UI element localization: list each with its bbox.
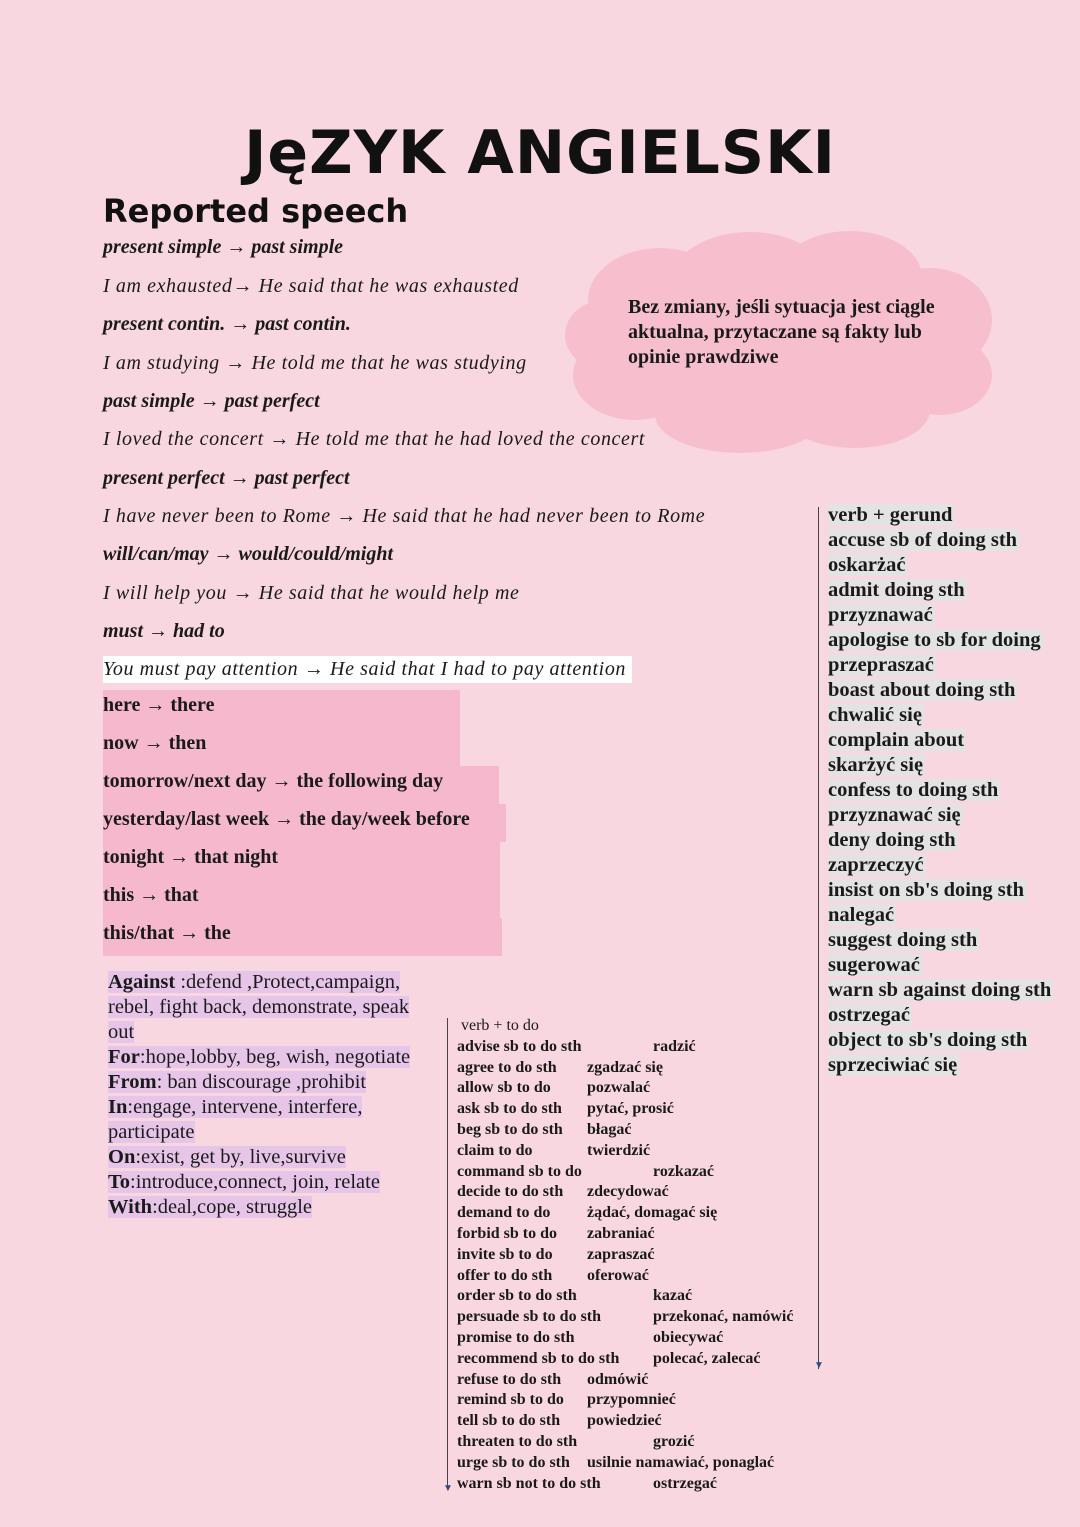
translation: powiedzieć xyxy=(587,1412,662,1430)
verb-phrase: threaten to do sth xyxy=(457,1432,578,1450)
translation: zdecydować xyxy=(587,1183,669,1201)
translation: błagać xyxy=(587,1120,632,1138)
list-item xyxy=(447,1182,827,1203)
tense-example-highlighted: You must pay attention → He said that I had to pay attention xyxy=(103,656,632,683)
list-item xyxy=(447,1058,827,1079)
translation: radzić xyxy=(653,1037,696,1055)
list-item xyxy=(828,778,1073,803)
prep-label: For xyxy=(108,1046,140,1068)
prep-label: On xyxy=(108,1146,136,1168)
verb-phrase: forbid sb to do xyxy=(457,1224,558,1242)
verb-phrase: allow sb to do xyxy=(457,1079,551,1097)
gerund-entry: sprzeciwiać się xyxy=(828,1054,958,1076)
verb-phrase: agree to do sth xyxy=(457,1058,557,1076)
translation: zgadzać się xyxy=(587,1058,663,1076)
verb-phrase: persuade sb to do sth xyxy=(457,1308,602,1326)
gerund-entry: sugerować xyxy=(828,954,920,976)
section-title: Reported speech xyxy=(103,192,409,230)
list-item xyxy=(447,1120,827,1141)
prep-verbs: :exist, get by, live,survive xyxy=(135,1146,346,1168)
translation: przypomnieć xyxy=(587,1391,676,1409)
gerund-entry: oskarżać xyxy=(828,554,906,576)
list-item xyxy=(447,1474,827,1495)
verb-phrase: refuse to do sth xyxy=(457,1370,562,1388)
verb-phrase: beg sb to do sth xyxy=(457,1120,563,1138)
cloud-note: Bez zmiany, jeśli sytuacja jest ciągle aktualna, przytaczane są fakty lub opinie prawdziwe xyxy=(628,296,935,368)
gerund-entry: nalegać xyxy=(828,904,895,926)
list-item xyxy=(447,1286,827,1307)
gerund-entry: przepraszać xyxy=(828,654,934,676)
gerund-entry: accuse sb of doing sth xyxy=(828,529,1018,551)
gerund-entry: suggest doing sth xyxy=(828,929,978,951)
list-item xyxy=(828,628,1073,653)
prep-row xyxy=(108,1045,438,1070)
gerund-entry: skarżyć się xyxy=(828,754,924,776)
list-item xyxy=(828,978,1073,1003)
list-item xyxy=(828,528,1073,553)
list-item xyxy=(447,1390,827,1411)
translation: polecać, zalecać xyxy=(653,1349,761,1367)
page-title: JęZYK ANGIELSKI xyxy=(244,118,836,188)
list-item xyxy=(447,1266,827,1287)
tense-rule: present simple → past simple xyxy=(103,236,343,258)
list-item xyxy=(447,1328,827,1349)
prep-verbs: :hope,lobby, beg, wish, negotiate xyxy=(139,1046,411,1068)
tense-rule: present perfect → past perfect xyxy=(103,467,350,489)
list-item xyxy=(447,1141,827,1162)
list-item xyxy=(828,803,1073,828)
verb-to-do-list xyxy=(443,1016,827,1494)
gerund-entry: apologise to sb for doing xyxy=(828,629,1041,651)
list-heading: verb + to do xyxy=(461,1017,539,1034)
verb-phrase: tell sb to do sth xyxy=(457,1412,561,1430)
gerund-entry: complain about xyxy=(828,729,965,751)
prep-verbs: : ban discourage ,prohibit xyxy=(156,1071,367,1093)
list-item xyxy=(447,1432,827,1453)
list-item xyxy=(828,1053,1073,1078)
list-item xyxy=(447,1203,827,1224)
translation: ostrzegać xyxy=(653,1474,717,1492)
prep-verbs: participate xyxy=(108,1121,195,1143)
list-heading-row xyxy=(447,1016,827,1037)
list-item xyxy=(828,603,1073,628)
prep-label: To xyxy=(108,1171,131,1193)
verb-phrase: urge sb to do sth xyxy=(457,1453,570,1471)
translation: kazać xyxy=(653,1287,693,1305)
prep-row xyxy=(108,1170,438,1195)
list-item xyxy=(828,828,1073,853)
list-item xyxy=(447,1162,827,1183)
verb-phrase: command sb to do xyxy=(457,1162,582,1180)
prep-row xyxy=(108,1145,438,1170)
list-divider xyxy=(818,507,819,1369)
list-item xyxy=(828,853,1073,878)
translation: obiecywać xyxy=(653,1328,724,1346)
tense-rule: past simple → past perfect xyxy=(103,390,320,412)
list-item xyxy=(828,1028,1073,1053)
prep-verbs: :introduce,connect, join, relate xyxy=(130,1171,380,1193)
prep-row xyxy=(108,995,438,1020)
gerund-entry: confess to doing sth xyxy=(828,779,999,801)
verb-phrase: promise to do sth xyxy=(457,1328,575,1346)
gerund-entry: object to sb's doing sth xyxy=(828,1029,1028,1051)
list-item xyxy=(447,1307,827,1328)
prep-row xyxy=(108,970,438,995)
verb-phrase: recommend sb to do sth xyxy=(457,1349,620,1367)
translation: twierdzić xyxy=(587,1141,651,1159)
list-item xyxy=(447,1370,827,1391)
list-item xyxy=(447,1078,827,1099)
gerund-entry: ostrzegać xyxy=(828,1004,910,1026)
prep-verbs: :defend ,Protect,campaign, xyxy=(175,971,401,993)
list-item xyxy=(828,553,1073,578)
gerund-entry: przyznawać się xyxy=(828,804,961,826)
translation: odmówić xyxy=(587,1370,649,1388)
list-item xyxy=(828,678,1073,703)
change-row: yesterday/last week → the day/week before xyxy=(103,804,506,842)
tense-rule: present contin. → past contin. xyxy=(103,313,351,335)
verb-phrase: claim to do xyxy=(457,1141,533,1159)
verb-phrase: invite sb to do xyxy=(457,1245,553,1263)
gerund-entry: zaprzeczyć xyxy=(828,854,924,876)
tense-example: I am exhausted→ He said that he was exhausted xyxy=(103,275,519,297)
prep-row xyxy=(108,1120,438,1145)
translation: zapraszać xyxy=(587,1245,655,1263)
translation: grozić xyxy=(653,1432,695,1450)
arrow-down-icon: ▼ xyxy=(443,1483,453,1494)
change-row: this/that → the xyxy=(103,918,502,956)
list-item xyxy=(828,653,1073,678)
list-item xyxy=(828,878,1073,903)
translation: oferować xyxy=(587,1266,649,1284)
tense-rule: must → had to xyxy=(103,620,225,642)
list-item xyxy=(828,503,1073,528)
list-item xyxy=(447,1037,827,1058)
prepositions-list xyxy=(108,970,438,1220)
verb-phrase: decide to do sth xyxy=(457,1183,564,1201)
verb-phrase: offer to do sth xyxy=(457,1266,553,1284)
prep-verbs: out xyxy=(108,1021,135,1043)
translation: rozkazać xyxy=(653,1162,715,1180)
translation: zabraniać xyxy=(587,1224,655,1242)
list-heading: verb + gerund xyxy=(828,504,953,526)
translation: żądać, domagać się xyxy=(587,1204,718,1222)
change-row: tonight → that night xyxy=(103,842,500,880)
prep-row xyxy=(108,1020,438,1045)
list-item xyxy=(447,1224,827,1245)
prep-verbs: :engage, intervene, interfere, xyxy=(127,1096,363,1118)
gerund-entry: chwalić się xyxy=(828,704,922,726)
translation: pytać, prosić xyxy=(587,1100,674,1118)
prep-label: Against xyxy=(108,971,176,993)
verb-phrase: warn sb not to do sth xyxy=(457,1474,601,1492)
list-item xyxy=(828,953,1073,978)
prep-verbs: :deal,cope, struggle xyxy=(152,1196,313,1218)
prep-label: From xyxy=(108,1071,157,1093)
prep-label: With xyxy=(108,1196,153,1218)
change-row: this → that xyxy=(103,880,500,918)
change-row: now → then xyxy=(103,728,460,766)
tense-example: I will help you → He said that he would help me xyxy=(103,582,520,604)
gerund-entry: insist on sb's doing sth xyxy=(828,879,1024,901)
prep-verbs: rebel, fight back, demonstrate, speak xyxy=(108,996,410,1018)
list-item xyxy=(828,728,1073,753)
tense-example: I loved the concert → He told me that he had loved the concert xyxy=(103,428,646,450)
verb-phrase: order sb to do sth xyxy=(457,1287,577,1305)
prep-row xyxy=(108,1195,438,1220)
list-item xyxy=(828,753,1073,778)
list-item xyxy=(447,1411,827,1432)
list-item xyxy=(828,1003,1073,1028)
verb-phrase: ask sb to do sth xyxy=(457,1100,562,1118)
prep-row xyxy=(108,1095,438,1120)
list-item xyxy=(828,703,1073,728)
list-item xyxy=(828,903,1073,928)
list-item xyxy=(447,1099,827,1120)
list-item xyxy=(447,1349,827,1370)
translation: pozwalać xyxy=(587,1079,651,1097)
verb-phrase: demand to do xyxy=(457,1204,551,1222)
tense-example: I have never been to Rome → He said that he had never been to Rome xyxy=(103,505,706,527)
arrow-down-icon: ▼ xyxy=(814,1360,824,1371)
list-item xyxy=(828,928,1073,953)
gerund-entry: przyznawać xyxy=(828,604,933,626)
translation: usilnie namawiać, ponaglać xyxy=(587,1453,775,1471)
translation: przekonać, namówić xyxy=(653,1308,794,1326)
verb-gerund-list xyxy=(814,503,1073,1371)
change-row: tomorrow/next day → the following day xyxy=(103,766,499,804)
list-item xyxy=(828,578,1073,603)
prep-label: In xyxy=(108,1096,128,1118)
list-item xyxy=(447,1245,827,1266)
verb-phrase: remind sb to do xyxy=(457,1391,564,1409)
change-row: here → there xyxy=(103,690,460,728)
gerund-entry: admit doing sth xyxy=(828,579,965,601)
tense-example: I am studying → He told me that he was studying xyxy=(103,352,527,374)
gerund-entry: boast about doing sth xyxy=(828,679,1016,701)
list-item xyxy=(447,1453,827,1474)
gerund-entry: warn sb against doing sth xyxy=(828,979,1052,1001)
gerund-entry: deny doing sth xyxy=(828,829,956,851)
verb-phrase: advise sb to do sth xyxy=(457,1037,582,1055)
prep-row xyxy=(108,1070,438,1095)
tense-rule: will/can/may → would/could/might xyxy=(103,543,394,565)
